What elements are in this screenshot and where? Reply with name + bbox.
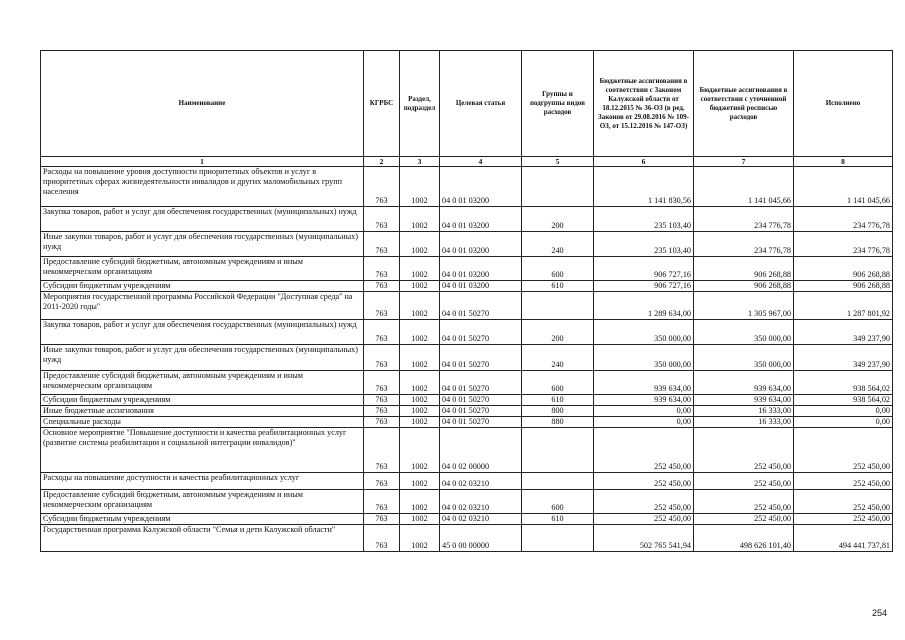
row-law-amount-cell: 0,00 xyxy=(594,417,694,428)
row-kgrbs-cell: 763 xyxy=(364,406,400,417)
row-refined-amount-cell: 350 000,00 xyxy=(694,320,794,345)
table-row xyxy=(41,428,893,473)
col-number: 6 xyxy=(594,157,694,167)
row-section-cell: 1002 xyxy=(400,371,440,395)
row-refined-amount-cell: 906 268,88 xyxy=(694,281,794,292)
row-target-cell: 04 0 02 03210 xyxy=(440,490,522,514)
column-number-row xyxy=(41,157,893,167)
table-row xyxy=(41,292,893,320)
row-section-cell: 1002 xyxy=(400,406,440,417)
row-refined-amount-cell: 16 333,00 xyxy=(694,406,794,417)
row-law-amount-cell: 906 727,16 xyxy=(594,281,694,292)
row-target-cell: 04 0 01 50270 xyxy=(440,417,522,428)
row-group-cell: 200 xyxy=(522,320,594,345)
row-refined-amount-cell: 16 333,00 xyxy=(694,417,794,428)
row-target-cell: 04 0 02 00000 xyxy=(440,428,522,473)
row-executed-amount-cell: 234 776,78 xyxy=(794,232,893,257)
col-number: 5 xyxy=(522,157,594,167)
row-kgrbs-cell: 763 xyxy=(364,417,400,428)
row-kgrbs-cell: 763 xyxy=(364,281,400,292)
col-header-section: Раздел, подраздел xyxy=(400,51,440,157)
row-group-cell: 880 xyxy=(522,417,594,428)
row-law-amount-cell: 1 141 830,56 xyxy=(594,167,694,207)
row-group-cell xyxy=(522,428,594,473)
row-refined-amount-cell: 252 450,00 xyxy=(694,490,794,514)
row-name-cell: Субсидии бюджетным учреждениям xyxy=(41,395,364,406)
row-law-amount-cell: 350 000,00 xyxy=(594,320,694,345)
row-target-cell: 04 0 01 03200 xyxy=(440,281,522,292)
row-section-cell: 1002 xyxy=(400,167,440,207)
row-name-cell: Субсидии бюджетным учреждениям xyxy=(41,514,364,525)
row-name-cell: Предоставление субсидий бюджетным, автономным учреждениям и иным некоммерческим организациям xyxy=(41,371,364,395)
row-kgrbs-cell: 763 xyxy=(364,428,400,473)
budget-table xyxy=(40,50,893,552)
row-name-cell: Государственная программа Калужской области "Семья и дети Калужской области" xyxy=(41,525,364,552)
row-name-cell: Специальные расходы xyxy=(41,417,364,428)
row-executed-amount-cell: 252 450,00 xyxy=(794,473,893,490)
page-number: 254 xyxy=(871,608,887,618)
row-target-cell: 45 0 00 00000 xyxy=(440,525,522,552)
row-name-cell: Расходы на повышение уровня доступности приоритетных объектов и услуг в приоритетных сферах жизнедеятельности инвалидов и других маломобильных групп населения xyxy=(41,167,364,207)
table-row xyxy=(41,345,893,371)
row-law-amount-cell: 1 289 634,00 xyxy=(594,292,694,320)
row-name-cell: Предоставление субсидий бюджетным, автономным учреждениям и иным некоммерческим организациям xyxy=(41,257,364,281)
row-name-cell: Мероприятия государственной программы Российской Федерации "Доступная среда" на 2011-2020 годы" xyxy=(41,292,364,320)
col-header-refined-allocations: Бюджетные ассигнования в соответствии с уточненной бюджетной росписью расходов xyxy=(694,51,794,157)
row-name-cell: Иные закупки товаров, работ и услуг для обеспечения государственных (муниципальных) нужд xyxy=(41,232,364,257)
row-name-cell: Закупка товаров, работ и услуг для обеспечения государственных (муниципальных) нужд xyxy=(41,207,364,232)
row-refined-amount-cell: 234 776,78 xyxy=(694,232,794,257)
row-group-cell: 600 xyxy=(522,490,594,514)
row-refined-amount-cell: 350 000,00 xyxy=(694,345,794,371)
table-row xyxy=(41,406,893,417)
row-target-cell: 04 0 02 03210 xyxy=(440,514,522,525)
row-executed-amount-cell: 0,00 xyxy=(794,417,893,428)
row-executed-amount-cell: 906 268,88 xyxy=(794,281,893,292)
table-row xyxy=(41,490,893,514)
row-executed-amount-cell: 938 564,02 xyxy=(794,371,893,395)
row-target-cell: 04 0 01 50270 xyxy=(440,320,522,345)
table-row xyxy=(41,514,893,525)
row-kgrbs-cell: 763 xyxy=(364,207,400,232)
row-law-amount-cell: 252 450,00 xyxy=(594,514,694,525)
table-row xyxy=(41,525,893,552)
row-law-amount-cell: 0,00 xyxy=(594,406,694,417)
row-target-cell: 04 0 01 50270 xyxy=(440,406,522,417)
row-executed-amount-cell: 349 237,90 xyxy=(794,320,893,345)
budget-sheet xyxy=(40,50,892,552)
table-row xyxy=(41,281,893,292)
row-executed-amount-cell: 252 450,00 xyxy=(794,514,893,525)
row-group-cell: 240 xyxy=(522,232,594,257)
row-group-cell: 610 xyxy=(522,514,594,525)
row-kgrbs-cell: 763 xyxy=(364,371,400,395)
col-header-target: Целевая статья xyxy=(440,51,522,157)
row-law-amount-cell: 252 450,00 xyxy=(594,473,694,490)
col-number: 1 xyxy=(41,157,364,167)
row-section-cell: 1002 xyxy=(400,395,440,406)
row-refined-amount-cell: 1 305 967,00 xyxy=(694,292,794,320)
row-name-cell: Субсидии бюджетным учреждениям xyxy=(41,281,364,292)
table-row xyxy=(41,232,893,257)
row-target-cell: 04 0 01 50270 xyxy=(440,292,522,320)
table-row xyxy=(41,320,893,345)
row-kgrbs-cell: 763 xyxy=(364,525,400,552)
row-refined-amount-cell: 906 268,88 xyxy=(694,257,794,281)
row-law-amount-cell: 906 727,16 xyxy=(594,257,694,281)
row-kgrbs-cell: 763 xyxy=(364,514,400,525)
row-kgrbs-cell: 763 xyxy=(364,232,400,257)
col-header-kgrbs: КГРБС xyxy=(364,51,400,157)
table-row xyxy=(41,473,893,490)
row-executed-amount-cell: 494 441 737,81 xyxy=(794,525,893,552)
col-number: 3 xyxy=(400,157,440,167)
row-executed-amount-cell: 938 564,02 xyxy=(794,395,893,406)
row-target-cell: 04 0 01 03200 xyxy=(440,207,522,232)
row-executed-amount-cell: 1 141 045,66 xyxy=(794,167,893,207)
row-target-cell: 04 0 01 03200 xyxy=(440,232,522,257)
col-number: 7 xyxy=(694,157,794,167)
row-law-amount-cell: 252 450,00 xyxy=(594,428,694,473)
row-kgrbs-cell: 763 xyxy=(364,490,400,514)
row-law-amount-cell: 939 634,00 xyxy=(594,395,694,406)
row-target-cell: 04 0 01 03200 xyxy=(440,167,522,207)
row-group-cell: 800 xyxy=(522,406,594,417)
row-section-cell: 1002 xyxy=(400,473,440,490)
row-name-cell: Закупка товаров, работ и услуг для обеспечения государственных (муниципальных) нужд xyxy=(41,320,364,345)
row-kgrbs-cell: 763 xyxy=(364,320,400,345)
row-executed-amount-cell: 252 450,00 xyxy=(794,490,893,514)
table-row xyxy=(41,417,893,428)
row-group-cell xyxy=(522,473,594,490)
row-section-cell: 1002 xyxy=(400,281,440,292)
row-section-cell: 1002 xyxy=(400,320,440,345)
row-refined-amount-cell: 252 450,00 xyxy=(694,473,794,490)
row-kgrbs-cell: 763 xyxy=(364,257,400,281)
col-header-law-allocations: Бюджетные ассигнования в соответствии с Законом Калужской области от 18.12.2015 № 36-ОЗ (в ред. Законов от 29.08.2016 № 109-ОЗ, от 15.12.2016 № 147-ОЗ) xyxy=(594,51,694,157)
row-kgrbs-cell: 763 xyxy=(364,292,400,320)
row-refined-amount-cell: 939 634,00 xyxy=(694,371,794,395)
row-section-cell: 1002 xyxy=(400,345,440,371)
table-row xyxy=(41,371,893,395)
row-executed-amount-cell: 0,00 xyxy=(794,406,893,417)
row-target-cell: 04 0 01 50270 xyxy=(440,395,522,406)
row-target-cell: 04 0 01 50270 xyxy=(440,345,522,371)
row-group-cell: 240 xyxy=(522,345,594,371)
table-row xyxy=(41,167,893,207)
col-number: 2 xyxy=(364,157,400,167)
row-refined-amount-cell: 252 450,00 xyxy=(694,514,794,525)
row-law-amount-cell: 939 634,00 xyxy=(594,371,694,395)
row-target-cell: 04 0 01 50270 xyxy=(440,371,522,395)
table-row xyxy=(41,257,893,281)
row-refined-amount-cell: 498 626 101,40 xyxy=(694,525,794,552)
row-name-cell: Предоставление субсидий бюджетным, автономным учреждениям и иным некоммерческим организациям xyxy=(41,490,364,514)
col-number: 8 xyxy=(794,157,893,167)
row-group-cell xyxy=(522,292,594,320)
row-law-amount-cell: 502 765 541,94 xyxy=(594,525,694,552)
col-number: 4 xyxy=(440,157,522,167)
row-target-cell: 04 0 02 03210 xyxy=(440,473,522,490)
row-refined-amount-cell: 252 450,00 xyxy=(694,428,794,473)
row-section-cell: 1002 xyxy=(400,417,440,428)
row-executed-amount-cell: 906 268,88 xyxy=(794,257,893,281)
row-kgrbs-cell: 763 xyxy=(364,473,400,490)
row-section-cell: 1002 xyxy=(400,292,440,320)
row-kgrbs-cell: 763 xyxy=(364,395,400,406)
row-group-cell: 600 xyxy=(522,257,594,281)
row-section-cell: 1002 xyxy=(400,257,440,281)
col-header-executed: Исполнено xyxy=(794,51,893,157)
row-group-cell: 610 xyxy=(522,395,594,406)
row-name-cell: Иные закупки товаров, работ и услуг для обеспечения государственных (муниципальных) нужд xyxy=(41,345,364,371)
row-refined-amount-cell: 234 776,78 xyxy=(694,207,794,232)
row-executed-amount-cell: 349 237,90 xyxy=(794,345,893,371)
row-section-cell: 1002 xyxy=(400,207,440,232)
row-group-cell: 200 xyxy=(522,207,594,232)
row-section-cell: 1002 xyxy=(400,525,440,552)
table-row xyxy=(41,395,893,406)
row-law-amount-cell: 252 450,00 xyxy=(594,490,694,514)
row-executed-amount-cell: 252 450,00 xyxy=(794,428,893,473)
row-group-cell xyxy=(522,167,594,207)
row-name-cell: Иные бюджетные ассигнования xyxy=(41,406,364,417)
row-group-cell xyxy=(522,525,594,552)
row-law-amount-cell: 235 103,40 xyxy=(594,232,694,257)
row-refined-amount-cell: 1 141 045,66 xyxy=(694,167,794,207)
col-header-name: Наименование xyxy=(41,51,364,157)
row-name-cell: Расходы на повышение доступности и качества реабилитационных услуг xyxy=(41,473,364,490)
row-group-cell: 600 xyxy=(522,371,594,395)
table-body xyxy=(41,167,893,552)
col-header-groups: Группы и подгруппы видов расходов xyxy=(522,51,594,157)
row-section-cell: 1002 xyxy=(400,514,440,525)
row-group-cell: 610 xyxy=(522,281,594,292)
row-law-amount-cell: 350 000,00 xyxy=(594,345,694,371)
row-section-cell: 1002 xyxy=(400,428,440,473)
header-row xyxy=(41,51,893,157)
row-kgrbs-cell: 763 xyxy=(364,167,400,207)
row-executed-amount-cell: 234 776,78 xyxy=(794,207,893,232)
row-executed-amount-cell: 1 287 801,92 xyxy=(794,292,893,320)
row-section-cell: 1002 xyxy=(400,490,440,514)
row-section-cell: 1002 xyxy=(400,232,440,257)
row-refined-amount-cell: 939 634,00 xyxy=(694,395,794,406)
row-target-cell: 04 0 01 03200 xyxy=(440,257,522,281)
row-law-amount-cell: 235 103,40 xyxy=(594,207,694,232)
row-kgrbs-cell: 763 xyxy=(364,345,400,371)
row-name-cell: Основное мероприятие "Повышение доступности и качества реабилитационных услуг (развитие системы реабилитации и социальной интеграции инвалидов)" xyxy=(41,428,364,473)
table-row xyxy=(41,207,893,232)
